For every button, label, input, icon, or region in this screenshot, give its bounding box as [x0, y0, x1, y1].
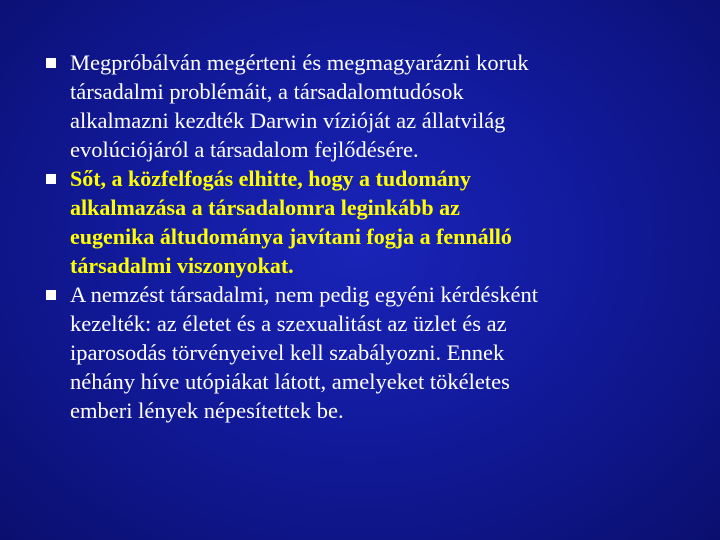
bullet-item-3: [46, 280, 680, 425]
bullet-item-1: [46, 48, 680, 164]
bullet-text-1: Megpróbálván megérteni és megmagyarázni koruk társadalmi problémáit, a társadalomtudósok alkalmazni kezdték Darwin vízióját az állatvilág evolúciójáról a társadalom fejlődésére.: [70, 50, 529, 162]
bullet-list: [46, 48, 680, 425]
bullet-text-2-emphasized: Sőt, a közfelfogás elhitte, hogy a tudomány alkalmazása a társadalomra leginkább az eugenika áltudománya javítani fogja a fennálló társadalmi viszonyokat.: [70, 166, 512, 278]
square-bullet-icon: [46, 164, 70, 193]
square-bullet-icon: [46, 280, 70, 309]
bullet-item-2: [46, 164, 680, 280]
square-bullet-icon: [46, 48, 70, 77]
bullet-text-3: A nemzést társadalmi, nem pedig egyéni kérdésként kezelték: az életet és a szexualitást az üzlet és az iparosodás törvényeivel kell szabályozni. Ennek néhány híve utópiákat látott, amelyeket tökéletes emberi lények népesítettek be.: [70, 282, 538, 423]
